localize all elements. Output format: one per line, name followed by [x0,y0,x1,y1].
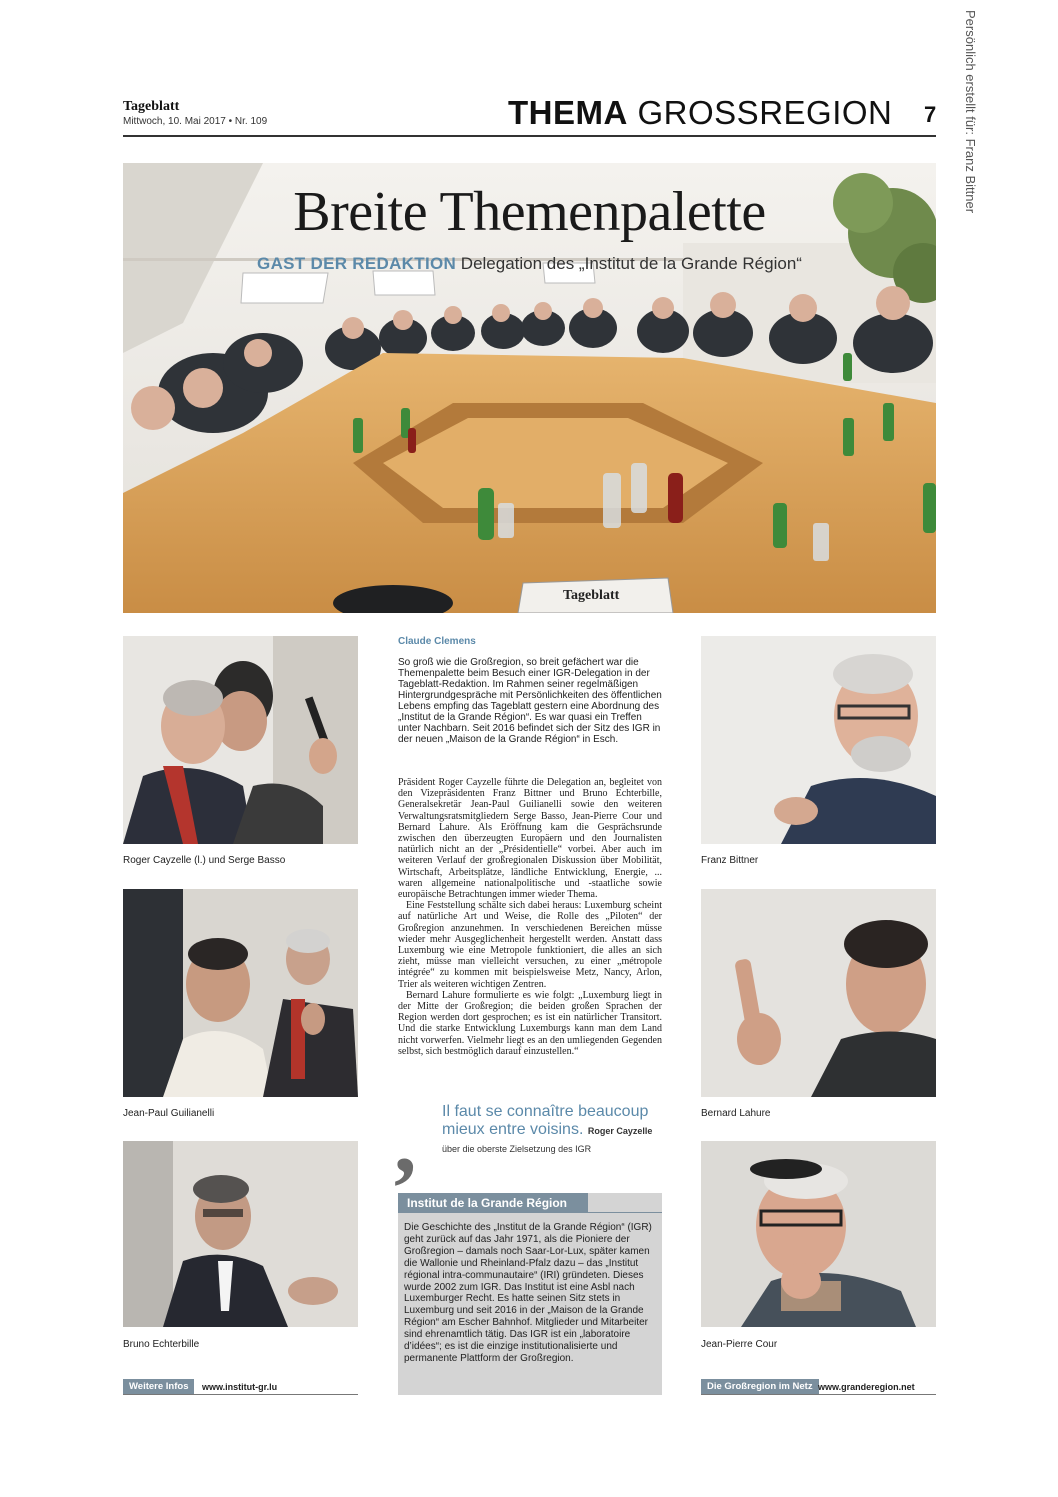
article-paragraph: Eine Feststellung schälte sich dabei heraus: Luxemburg scheint auf natürliche Art und Weise, die Rolle des „Piloten“ der Großregion anzunehmen. In verschiedenen Bereichen müsse wieder mehr Ausgeglichenheit hergestellt werden. Anstatt dass Luxemburg wie eine Metropole funktioniert, die alles an sich zieht, müsse man vielleicht versuchen, zu einer „métropole intégrée“ zu kommen mit beispielsweise Metz, Nancy, Arlon, Trier als weiteren wichtigen Zentren. [398,900,662,990]
caption-echterbille: Bruno Echterbille [123,1339,200,1350]
photo-cayzelle-basso [123,636,358,844]
article-paragraph: Präsident Roger Cayzelle führte die Delegation an, begleitet von den Vizepräsidenten Franz Bittner und Bruno Echterbille, Generalsekretär Jean-Paul Guilianelli sowie den weiteren Verwaltungsratsmitgliedern Serge Basso, Jean-Pierre Cour und Bernard Lahure. Als Eröffnung kam die Gesprächsrunde zwischen den überzeugten Europäern und den Journalisten natürlich nicht an der „Présidentielle“ vorbei. Aber auch im weiteren Verlauf der großregionalen Diskussion über Mobilität, Wirtschaft, Arbeitsplätze, ländliche Entwicklung, Energie, ... waren allgemeine nationalpolitische und -staatliche sowie europäische Betrachtungen immer wieder Thema. [398,777,662,901]
article-body [398,777,662,1057]
caption-lahure: Bernard Lahure [701,1108,771,1119]
infobox-title: Institut de la Grande Région [398,1193,588,1213]
link-label-right: Die Großregion im Netz [701,1379,819,1394]
caption-guilianelli: Jean-Paul Guilianelli [123,1108,215,1119]
quote-attribution-name: Roger Cayzelle [587,1126,653,1136]
link-label-left: Weitere Infos [123,1379,194,1394]
kicker-text: Delegation des „Institut de la Grande Région“ [460,254,802,273]
header-rule [123,135,936,137]
kicker [123,254,936,274]
infobox-rule [588,1212,662,1213]
caption-cayzelle-basso: Roger Cayzelle (l.) und Serge Basso [123,855,286,866]
section-title [508,94,892,132]
section-title-light: GROSSREGION [637,94,893,131]
photo-bittner [701,636,936,844]
caption-cour: Jean-Pierre Cour [701,1339,778,1350]
masthead: Tageblatt [123,99,180,114]
article-lead: So groß wie die Großregion, so breit gefächert war die Themenpalette beim Besuch einer IGR-Delegation in der Tageblatt-Redaktion. Im Rahmen seiner regelmäßigen Hintergrundgespräche mit Persönlichkeiten des öffentlichen Lebens empfing das Tageblatt gestern eine Abordnung des „Institut de la Grande Région“. Es war quasi ein Treffen unter Nachbarn. Seit 2016 befindet sich der Sitz des IGR in der neuen „Maison de la Grande Région“ in Esch. [398,657,662,745]
newspaper-in-photo: Tageblatt [563,588,620,603]
quote-mark-icon: , [394,1093,417,1192]
infobox-text: Die Geschichte des „Institut de la Grande Région“ (IGR) geht zurück auf das Jahr 1971, als die Pioniere der Großregion – damals noch Saar-Lor-Lux, später kamen die Wallonie und Rheinland-Pfalz dazu – das „Institut régional intra-communautaire“ (IRI) gründeten. Dieses wurde 2002 zum IGR. Das Institut ist eine Asbl nach Luxemburger Recht. Es hatte seinen Sitz stets in Luxemburg und seit 2016 in der „Maison de la Grande Région“ am Escher Bahnhof. Mitglieder und Mitarbeiter sind ehrenamtlich tätig. Das IGR ist ein „laboratoire d’idées“; es ist die einzige institutionalisierte und permanente Plattform der Großregion. [404,1222,652,1364]
kicker-label: GAST DER REDAKTION [257,254,457,273]
photo-guilianelli [123,889,358,1097]
pull-quote [442,1103,667,1157]
link-url-right[interactable]: www.granderegion.net [818,1382,915,1392]
link-rule-left [123,1394,358,1395]
link-rule-right [701,1394,936,1395]
photo-lahure [701,889,936,1097]
author: Claude Clemens [398,636,476,647]
personalization-note: Persönlich erstellt für: Franz Bittner [963,10,978,214]
section-title-bold: THEMA [508,94,628,131]
article-paragraph: Bernard Lahure formulierte es wie folgt: „Luxemburg liegt in der Mitte der Großregion; die beiden großen Sprachen der Region werden dort gesprochen; es ist ein natürlicher Transitort. Und die starke Entwicklung Luxemburgs kann man dem Land nicht vorwerfen. Vielmehr liegt es an den umliegenden Gegenden selbst, sich bestmöglich darauf einzustellen.“ [398,989,662,1057]
link-url-left[interactable]: www.institut-gr.lu [202,1382,278,1392]
headline: Breite Themenpalette [293,181,766,243]
photo-echterbille [123,1141,358,1327]
caption-bittner: Franz Bittner [701,855,759,866]
page-number: 7 [924,102,937,127]
dateline: Mittwoch, 10. Mai 2017 • Nr. 109 [123,116,268,127]
photo-cour [701,1141,936,1327]
quote-text: Il faut se connaître beaucoup mieux entre voisins. [442,1103,649,1138]
quote-attribution-text: über die oberste Zielsetzung des IGR [442,1144,592,1154]
